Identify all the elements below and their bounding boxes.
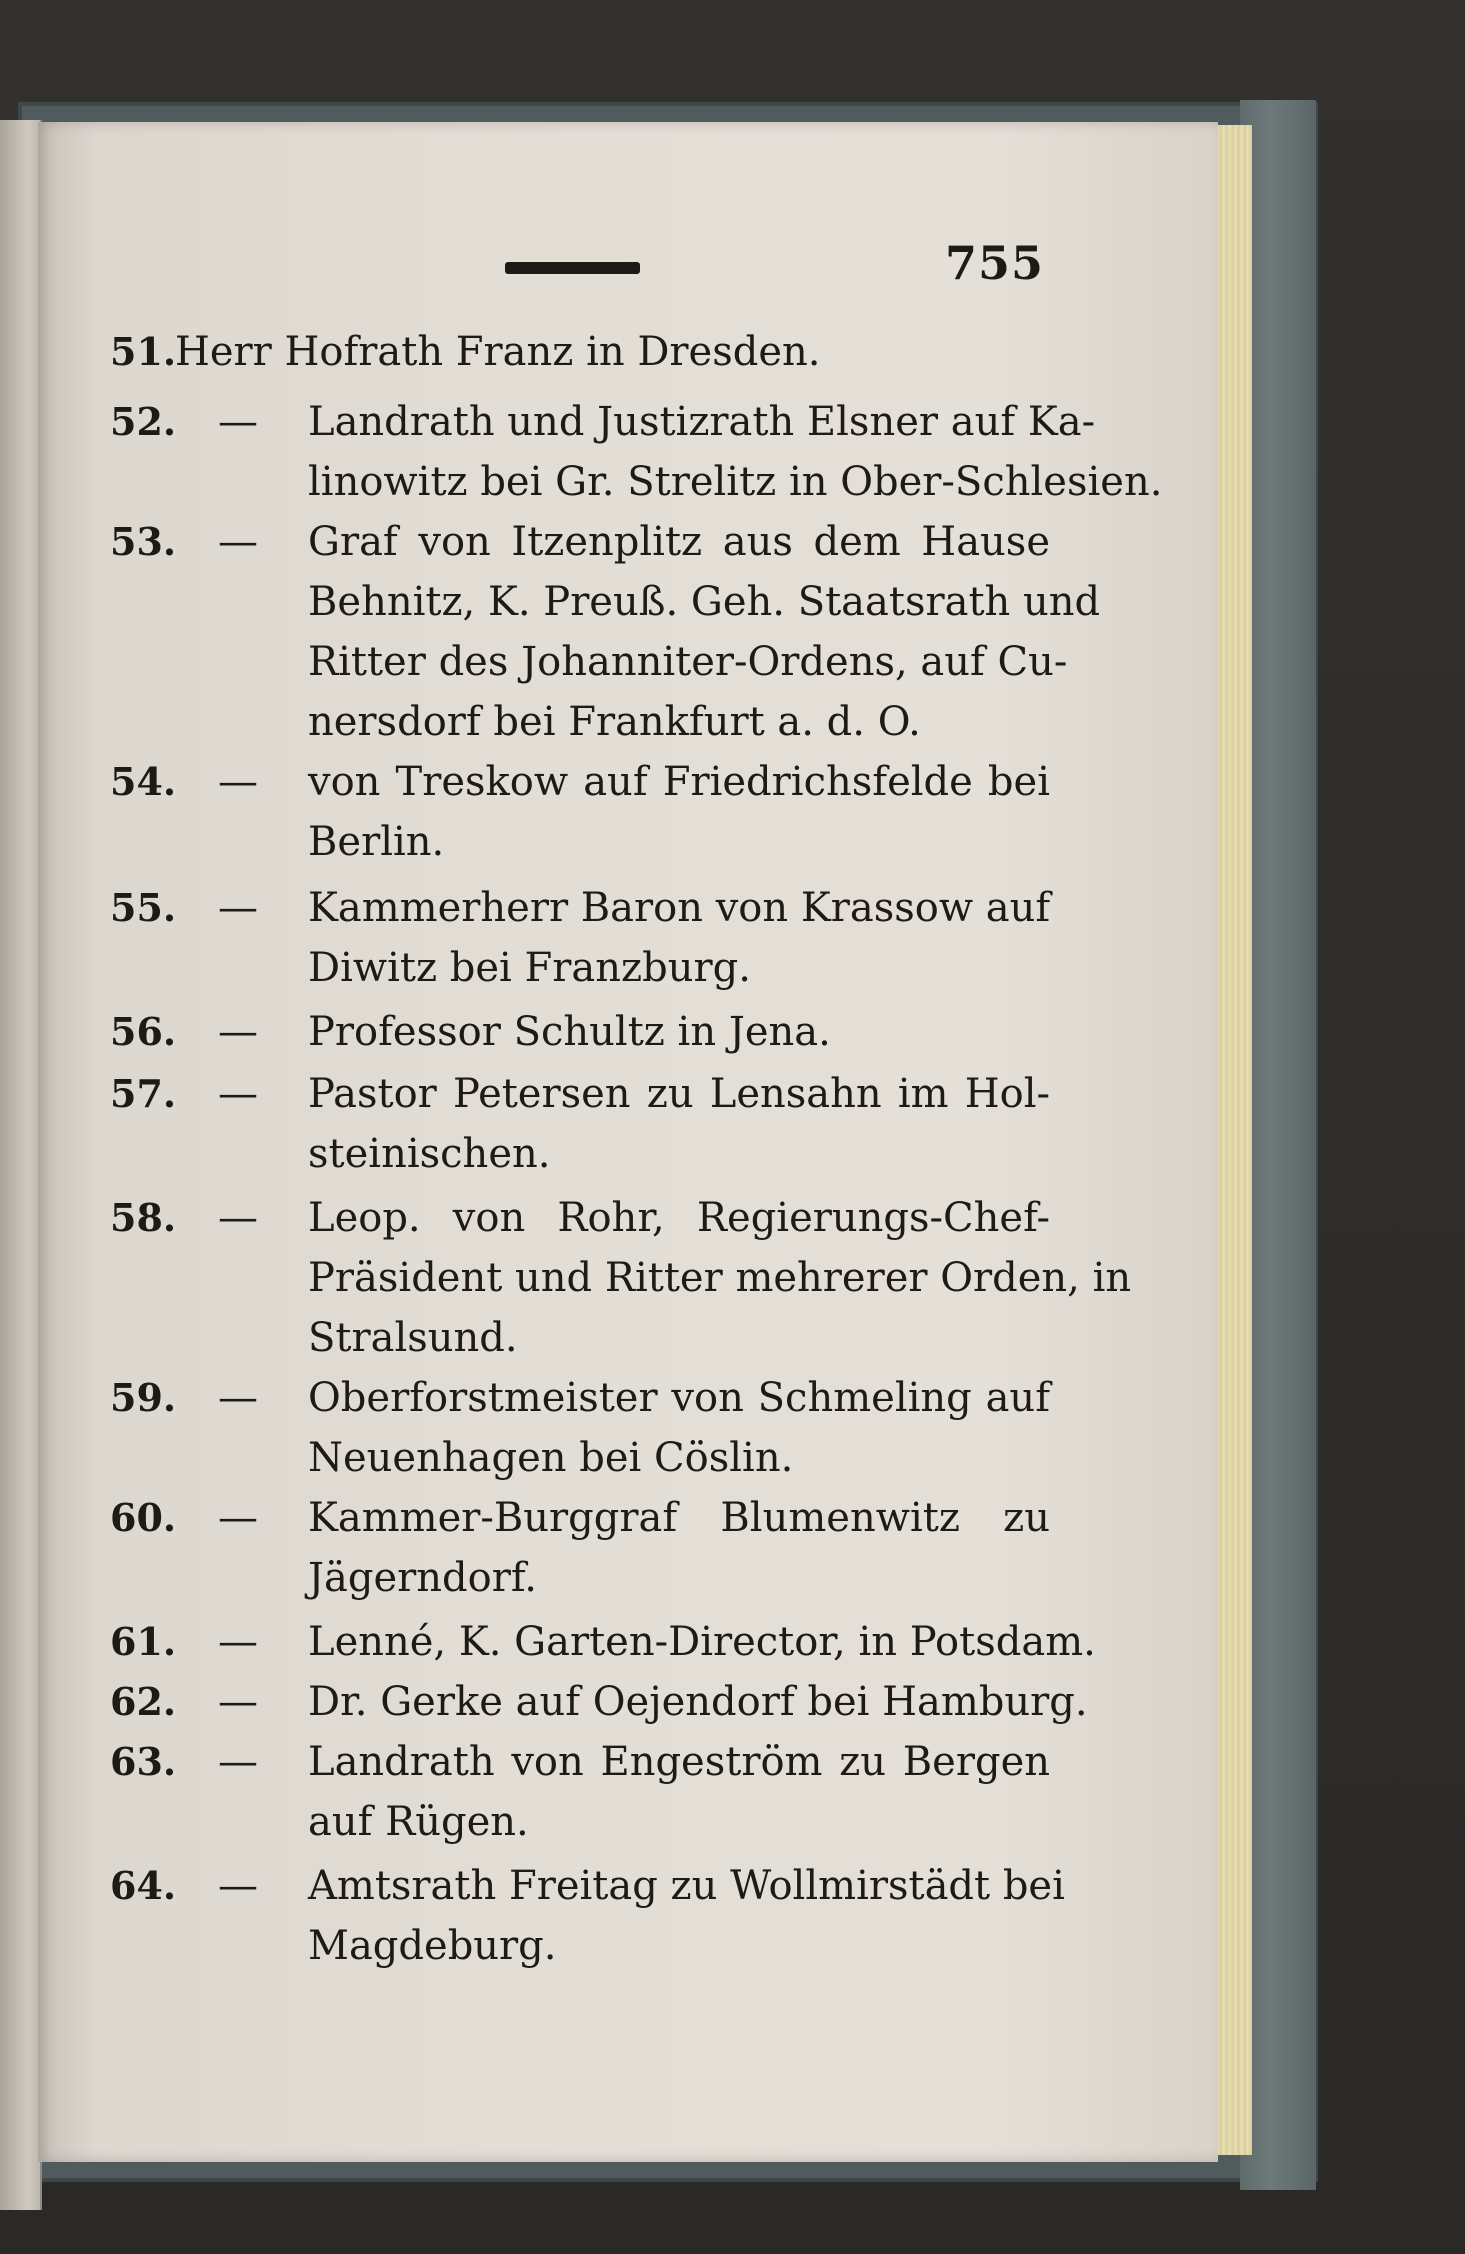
ditto-dash: — — [218, 1495, 258, 1541]
ditto-dash: — — [218, 1195, 258, 1241]
entry-line: Pastor Petersen zu Lensahn im Hol- — [308, 1071, 1050, 1117]
ditto-dash: — — [218, 1009, 258, 1055]
entry-text — [308, 1488, 1050, 1608]
entry-text — [308, 878, 1050, 998]
entry-number: 56. — [110, 1009, 177, 1054]
entry-text — [308, 1672, 1088, 1732]
ditto-dash: — — [218, 1679, 258, 1725]
entry-number: 59. — [110, 1375, 177, 1420]
entry-line: Graf von Itzenplitz aus dem Hause — [308, 519, 1050, 565]
entry-number: 57. — [110, 1071, 177, 1116]
ditto-dash: — — [218, 885, 258, 931]
entry-text — [308, 512, 1101, 752]
entry-line: Kammer-Burggraf Blumenwitz zu — [308, 1495, 1050, 1541]
entry-number: 62. — [110, 1679, 177, 1724]
entry-line: Herr Hofrath Franz in Dresden. — [175, 329, 821, 375]
entry-line: Amtsrath Freitag zu Wollmirstädt bei — [308, 1863, 1065, 1909]
entry-line: linowitz bei Gr. Strelitz in Ober-Schlesien. — [308, 459, 1163, 505]
entry-text — [308, 1856, 1065, 1976]
entry-line: Professor Schultz in Jena. — [308, 1009, 831, 1055]
entry-line: Berlin. — [308, 819, 445, 865]
entry-line: Landrath und Justizrath Elsner auf Ka- — [308, 399, 1096, 445]
entry-number: 52. — [110, 399, 177, 444]
ditto-dash: — — [218, 1619, 258, 1665]
entry-number: 55. — [110, 885, 177, 930]
entry-line: Stralsund. — [308, 1315, 518, 1361]
ditto-dash: — — [218, 1071, 258, 1117]
ditto-dash: — — [218, 759, 258, 805]
entry-line: steinischen. — [308, 1131, 551, 1177]
page-number: 755 — [945, 236, 1045, 290]
entry-line: Neuenhagen bei Cöslin. — [308, 1435, 794, 1481]
entry-text — [308, 1064, 1050, 1184]
entry-line: von Treskow auf Friedrichsfelde bei — [308, 759, 1050, 805]
entry-line: auf Rügen. — [308, 1799, 529, 1845]
ditto-dash: — — [218, 1375, 258, 1421]
entry-line: Ritter des Johanniter-Ordens, auf Cu- — [308, 639, 1068, 685]
entry-line: Oberforstmeister von Schmeling auf — [308, 1375, 1050, 1421]
entry-text — [308, 752, 1050, 872]
entry-line: Leop. von Rohr, Regierungs-Chef- — [308, 1195, 1050, 1241]
entry-line: Landrath von Engeström zu Bergen — [308, 1739, 1050, 1785]
entry-number: 54. — [110, 759, 177, 804]
ditto-dash: — — [218, 1863, 258, 1909]
entry-line: Lenné, K. Garten-Director, in Potsdam. — [308, 1619, 1096, 1665]
entry-number: 64. — [110, 1863, 177, 1908]
entry-line: Diwitz bei Franzburg. — [308, 945, 751, 991]
entry-text — [308, 1368, 1050, 1488]
entry-text — [308, 392, 1163, 512]
entry-line: Präsident und Ritter mehrerer Orden, in — [308, 1255, 1132, 1301]
entry-number: 63. — [110, 1739, 177, 1784]
entry-text — [308, 1612, 1096, 1672]
entry-number: 58. — [110, 1195, 177, 1240]
entry-number: 60. — [110, 1495, 177, 1540]
entry-text — [175, 322, 1055, 382]
entry-number: 61. — [110, 1619, 177, 1664]
entry-number: 53. — [110, 519, 177, 564]
entry-line: Dr. Gerke auf Oejendorf bei Hamburg. — [308, 1679, 1088, 1725]
entry-line: Kammerherr Baron von Krassow auf — [308, 885, 1051, 931]
entry-line: nersdorf bei Frankfurt a. d. O. — [308, 699, 921, 745]
entry-line: Jägerndorf. — [308, 1555, 537, 1601]
entry-text — [308, 1188, 1132, 1368]
entry-text — [308, 1732, 1050, 1852]
entry-number: 51. — [110, 329, 177, 374]
ditto-dash: — — [218, 1739, 258, 1785]
ditto-dash: — — [218, 519, 258, 565]
entry-line: Magdeburg. — [308, 1923, 557, 1969]
entry-text — [308, 1002, 1050, 1062]
ditto-dash: — — [218, 399, 258, 445]
entry-line: Behnitz, K. Preuß. Geh. Staatsrath und — [308, 579, 1101, 625]
